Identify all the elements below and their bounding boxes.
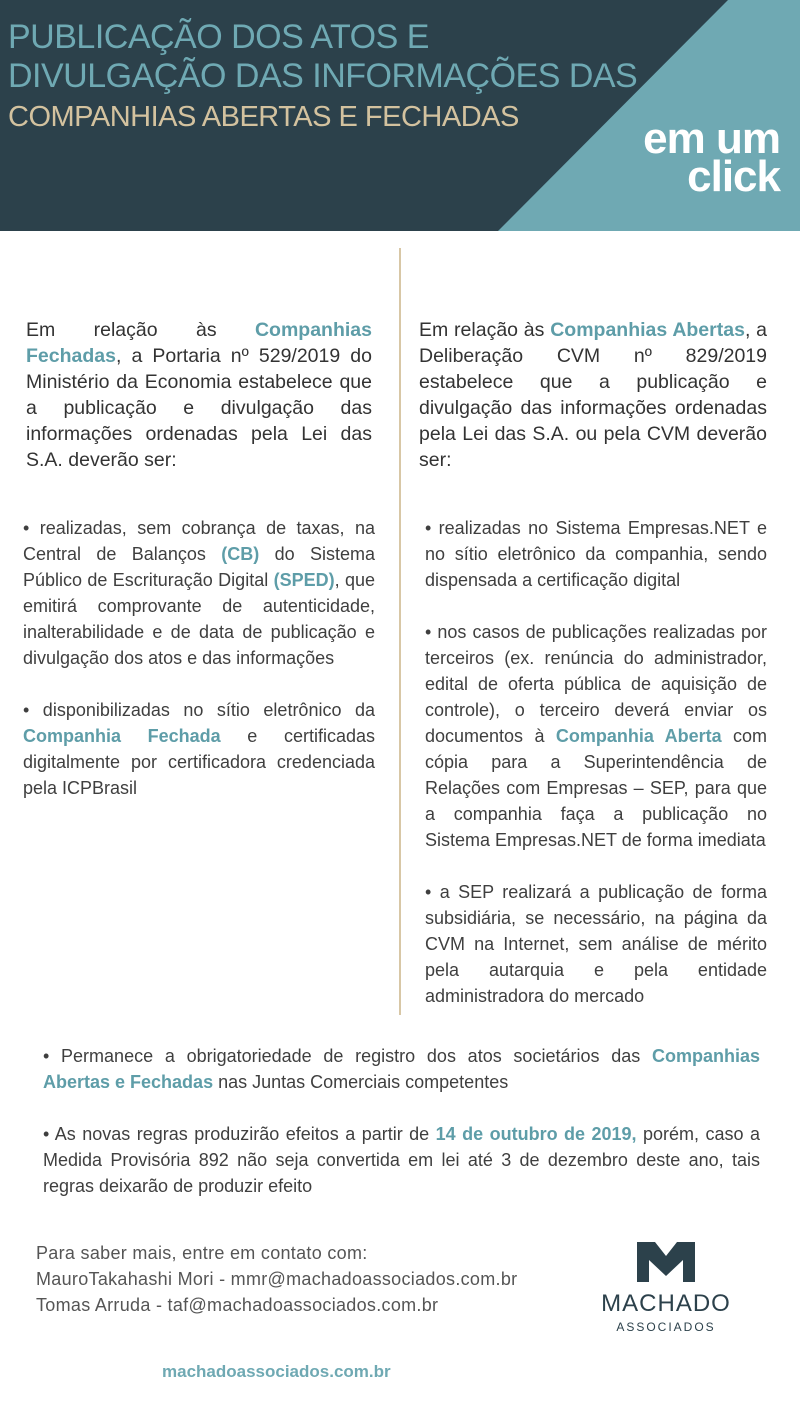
column-divider: [399, 248, 401, 1015]
left-intro: [26, 317, 372, 473]
left-b1-text-b: do Sistema Público de Escrituração Digital: [23, 544, 376, 590]
tag-line-1: em um: [643, 114, 780, 163]
machado-logo: [596, 1242, 736, 1334]
left-intro-post: , a Portaria nº 529/2019 do Ministério da Economia estabelece que a publicação e divulgação das informações ordenadas pela Lei das S.A. deverão ser:: [26, 345, 372, 471]
left-b1-highlight-sped: (SPED): [273, 570, 335, 590]
logo-name: MACHADO: [601, 1290, 731, 1317]
header-banner: [0, 0, 800, 231]
footer-b2-text-b: porém, caso a Medida Provisória 892 não seja convertida em lei até 3 de dezembro deste ano, tais regras deixarão de produzir efeito: [43, 1124, 760, 1196]
right-bullet-3: • a SEP realizará a publicação de forma subsidiária, se necessário, na página da CVM na Internet, sem análise de mérito pela autarquia e pela entidade administradora do mercado: [425, 882, 767, 1006]
contact-intro: Para saber mais, entre em contato com:: [36, 1243, 368, 1263]
left-b1-highlight-cb: (CB): [221, 544, 260, 564]
left-b2-text-a: • disponibilizadas no sítio eletrônico da: [23, 700, 375, 720]
footer-bullet-2: [43, 1121, 760, 1199]
right-bullet-2: [425, 619, 767, 853]
left-b1-text-c: , que emitirá comprovante de autenticidade, inalterabilidade e de data de publicação e divulgação dos atos e das informações: [23, 570, 375, 668]
footer-b2-text-a: • As novas regras produzirão efeitos a partir de: [43, 1124, 436, 1144]
right-b2-text-a: • nos casos de publicações realizadas por terceiros (ex. renúncia do administrador, edital de oferta pública de aquisição de controle), o terceiro deverá enviar os documentos à: [425, 622, 767, 746]
left-b2-text-b: e certificadas digitalmente por certificadora credenciada pela ICPBrasil: [23, 726, 375, 798]
right-b2-text-b: com cópia para a Superintendência de Relações com Empresas – SEP, para que a companhia faça a publicação no Sistema Empresas.NET de forma imediata: [425, 726, 768, 850]
right-intro-post: , a Deliberação CVM nº 829/2019 estabelece que a publicação e divulgação das informações ordenadas pela Lei das S.A. ou pela CVM deverão ser:: [419, 319, 768, 471]
right-intro: [419, 317, 767, 473]
footer-b1-highlight: Companhias Abertas e Fechadas: [43, 1046, 760, 1092]
title-line-1: PUBLICAÇÃO DOS ATOS E: [8, 18, 429, 56]
logo-sub: ASSOCIADOS: [616, 1320, 716, 1334]
footer-b1-text-b: nas Juntas Comerciais competentes: [213, 1072, 509, 1092]
right-b2-highlight: Companhia Aberta: [555, 726, 722, 746]
footer-b2-highlight-date: 14 de outubro de 2019,: [435, 1124, 637, 1144]
left-intro-highlight: Companhias Fechadas: [26, 319, 372, 367]
right-bullets: [425, 515, 767, 1035]
right-intro-highlight: Companhias Abertas: [550, 319, 745, 341]
em-um-click-tag: [643, 114, 780, 201]
left-b1-text-a: • realizadas, sem cobrança de taxas, na Central de Balanços: [23, 518, 375, 564]
left-b2-highlight: Companhia Fechada: [23, 726, 221, 746]
title-line-2: DIVULGAÇÃO DAS INFORMAÇÕES DAS: [8, 57, 638, 95]
footer-bullet-1: [43, 1043, 760, 1095]
website-link[interactable]: machadoassociados.com.br: [162, 1362, 391, 1381]
left-bullet-2: [23, 697, 375, 801]
footer-bullets: [43, 1043, 760, 1225]
footer-b1-text-a: • Permanece a obrigatoriedade de registro dos atos societários das: [43, 1046, 652, 1066]
page-title: [8, 18, 648, 137]
left-intro-pre: Em relação às: [26, 319, 255, 341]
tag-line-2: click: [687, 152, 780, 201]
left-bullet-1: [23, 515, 375, 671]
title-line-3: COMPANHIAS ABERTAS E FECHADAS: [8, 101, 519, 133]
contact-tomas-link[interactable]: Tomas Arruda - taf@machadoassociados.com.br: [36, 1295, 439, 1315]
left-bullets: [23, 515, 375, 827]
machado-logo-icon: [637, 1242, 695, 1282]
right-intro-pre: Em relação às: [419, 319, 551, 341]
right-bullet-1: • realizadas no Sistema Empresas.NET e no sítio eletrônico da companhia, sendo dispensada a certificação digital: [425, 518, 767, 590]
contact-block: [36, 1240, 517, 1318]
contact-mauro-link[interactable]: MauroTakahashi Mori - mmr@machadoassociados.com.br: [36, 1269, 518, 1289]
